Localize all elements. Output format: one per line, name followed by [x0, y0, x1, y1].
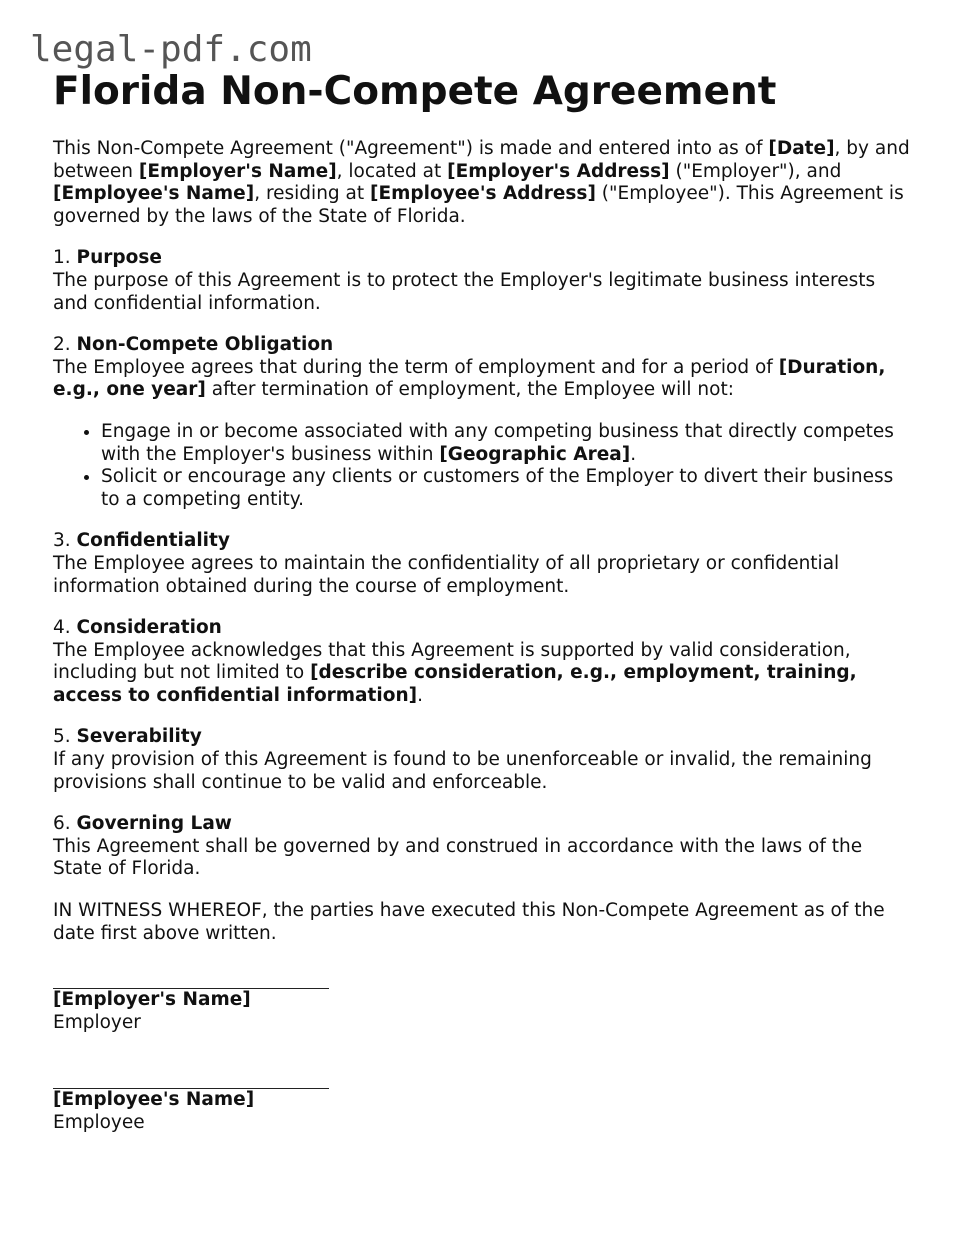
- section-heading: [53, 726, 915, 749]
- section-heading: [53, 813, 915, 836]
- obligation-list: [53, 421, 915, 511]
- intro-text: , residing at: [254, 183, 371, 205]
- section-number: 4.: [53, 617, 77, 639]
- employee-address-placeholder: [Employee's Address]: [370, 183, 596, 205]
- date-placeholder: [Date]: [768, 138, 835, 159]
- signatory-name-text: [Employee's Name]: [53, 1089, 255, 1111]
- section-heading: [53, 247, 915, 270]
- section-title: Severability: [76, 726, 202, 748]
- list-text: Solicit or encourage any clients or customers of the Employer to divert their business to a competing entity.: [101, 466, 894, 510]
- section-text: The Employee agrees that during the term of employment and for a period of: [53, 356, 779, 378]
- consideration-placeholder: [describe consideration, e.g., employment, training, access to confidential information]: [53, 662, 857, 706]
- intro-paragraph: [53, 138, 915, 228]
- employer-address-placeholder: [Employer's Address]: [447, 160, 670, 182]
- section-number: 2.: [53, 334, 77, 356]
- section-heading: [53, 617, 915, 640]
- signatory-name: [53, 1089, 915, 1112]
- section-number: 6.: [53, 813, 77, 835]
- document: [53, 68, 915, 1135]
- list-text: .: [630, 443, 637, 465]
- employee-name-placeholder: [Employee's Name]: [53, 183, 255, 205]
- section-non-compete: [53, 334, 915, 511]
- section-text: after termination of employment, the Employee will not:: [205, 379, 734, 401]
- section-body: [53, 357, 915, 402]
- intro-text: ("Employer"), and: [669, 160, 842, 182]
- signatory-name: [53, 989, 915, 1012]
- list-item: [101, 466, 915, 511]
- employer-name-placeholder: [Employer's Name]: [138, 160, 337, 182]
- section-governing-law: [53, 813, 915, 881]
- section-number: 1.: [53, 247, 77, 269]
- list-item: [101, 421, 915, 466]
- section-title: Consideration: [76, 617, 222, 639]
- section-body: The Employee agrees to maintain the confidentiality of all proprietary or confidential information obtained during the course of employment.: [53, 552, 840, 597]
- list-text: Engage in or become associated with any competing business that directly competes with the Employer's business within: [101, 420, 894, 465]
- intro-text: , located at: [336, 160, 448, 182]
- section-title: Purpose: [76, 247, 162, 269]
- section-text: The Employee acknowledges that this Agreement is supported by valid consideration, including but not limited to: [53, 639, 851, 684]
- section-heading: [53, 530, 915, 553]
- duration-placeholder: [Duration, e.g., one year]: [53, 356, 886, 401]
- section-consideration: [53, 617, 915, 707]
- geographic-area-placeholder: [Geographic Area]: [439, 443, 631, 465]
- section-purpose: [53, 247, 915, 315]
- section-title: Non-Compete Obligation: [76, 334, 334, 356]
- section-heading: [53, 334, 915, 357]
- signatory-name-text: [Employer's Name]: [53, 989, 251, 1011]
- witness-statement: IN WITNESS WHEREOF, the parties have executed this Non-Compete Agreement as of the date first above written.: [53, 900, 885, 944]
- section-body: The purpose of this Agreement is to protect the Employer's legitimate business interests and confidential information.: [53, 269, 876, 314]
- section-number: 5.: [53, 726, 77, 748]
- section-body: If any provision of this Agreement is found to be unenforceable or invalid, the remaining provisions shall continue to be valid and enforceable.: [53, 749, 872, 793]
- section-title: Governing Law: [76, 813, 232, 835]
- intro-text: This Non-Compete Agreement ("Agreement") is made and entered into as of: [53, 138, 769, 159]
- document-title: Florida Non-Compete Agreement: [53, 69, 777, 114]
- signature-block-employee: [53, 1066, 915, 1134]
- signature-block-employer: [53, 966, 915, 1034]
- signatory-role: Employee: [53, 1112, 145, 1133]
- section-text: .: [417, 684, 423, 706]
- section-body: [53, 640, 915, 708]
- section-number: 3.: [53, 530, 77, 552]
- section-body: This Agreement shall be governed by and construed in accordance with the laws of the State of Florida.: [53, 835, 863, 880]
- signature-line: [53, 966, 329, 989]
- intro-text: ("Employee"). This Agreement is governed by the laws of the State of Florida.: [53, 183, 904, 227]
- watermark: legal-pdf.com: [30, 29, 312, 70]
- section-confidentiality: [53, 530, 915, 598]
- signatory-role: Employer: [53, 1011, 141, 1033]
- signature-line: [53, 1066, 329, 1089]
- section-severability: [53, 726, 915, 794]
- section-title: Confidentiality: [76, 530, 230, 552]
- intro-text: , by and between: [53, 138, 910, 182]
